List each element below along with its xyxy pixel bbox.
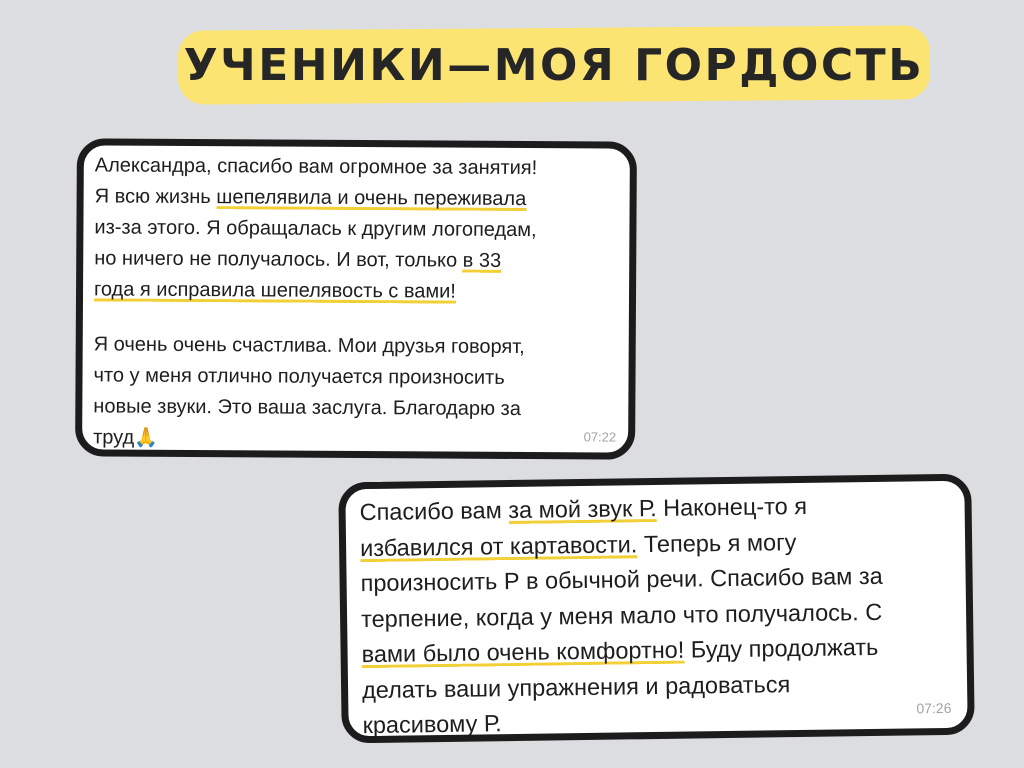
message-line xyxy=(94,212,537,246)
message-text-segment: труд xyxy=(93,426,135,449)
message-line xyxy=(94,329,537,363)
message-line xyxy=(95,150,538,184)
message-line xyxy=(359,488,882,531)
message-text-segment: делать ваши упражнения и радоваться xyxy=(361,670,791,703)
message-line xyxy=(93,391,536,425)
page-title: УЧЕНИКИ—МОЯ ГОРДОСТЬ xyxy=(183,39,925,91)
highlighted-text: за мой звук Р. xyxy=(508,494,657,524)
message-line xyxy=(93,360,536,394)
message-text-segment: Александра, спасибо вам огромное за занятия! xyxy=(94,154,538,180)
highlighted-text: вами было очень комфортно! xyxy=(361,636,685,668)
message-line xyxy=(362,701,885,744)
message-text-segment: новые звуки. Это ваша заслуга. Благодарю за xyxy=(93,395,521,421)
paragraph-gap xyxy=(94,305,537,332)
message-text-segment: Теперь я могу xyxy=(637,528,797,557)
message-text-2 xyxy=(359,488,885,744)
praying-hands-icon: 🙏 xyxy=(134,426,158,449)
message-line xyxy=(95,181,538,215)
message-line xyxy=(93,422,536,456)
message-timestamp: 07:22 xyxy=(583,429,617,445)
message-text-segment: из-за этого. Я обращалась к другим логопедам, xyxy=(94,216,537,242)
message-text-segment: красивому Р. xyxy=(362,710,502,739)
message-text-segment: терпение, когда у меня мало что получалось. С xyxy=(360,598,883,632)
highlighted-text: в 33 xyxy=(462,249,502,272)
message-text-segment: Спасибо вам xyxy=(359,497,509,526)
message-line xyxy=(94,243,537,277)
message-timestamp: 07:26 xyxy=(916,699,952,717)
message-text-segment: что у меня отлично получается произносить xyxy=(93,364,505,389)
message-line xyxy=(94,274,537,308)
highlighted-text: избавился от картавости. xyxy=(359,530,638,561)
message-text-segment: Наконец-то я xyxy=(656,492,808,521)
chat-message-card-2 xyxy=(338,474,975,744)
chat-message-card-1 xyxy=(75,138,637,459)
message-line xyxy=(361,630,884,673)
message-text-segment: произносить Р в обычной речи. Спасибо вам за xyxy=(360,562,883,597)
highlighted-text: шепелявила и очень переживала xyxy=(216,186,527,211)
message-text-segment: Я всю жизнь xyxy=(94,185,217,209)
message-text-1 xyxy=(93,150,537,456)
message-text-segment: но ничего не получалось. И вот, только xyxy=(94,247,463,272)
message-text-segment: Буду продолжать xyxy=(684,633,879,663)
highlighted-text: года я исправила шепелявость с вами! xyxy=(93,278,456,303)
message-text-segment: Я очень очень счастлива. Мои друзья говорят, xyxy=(93,333,525,359)
